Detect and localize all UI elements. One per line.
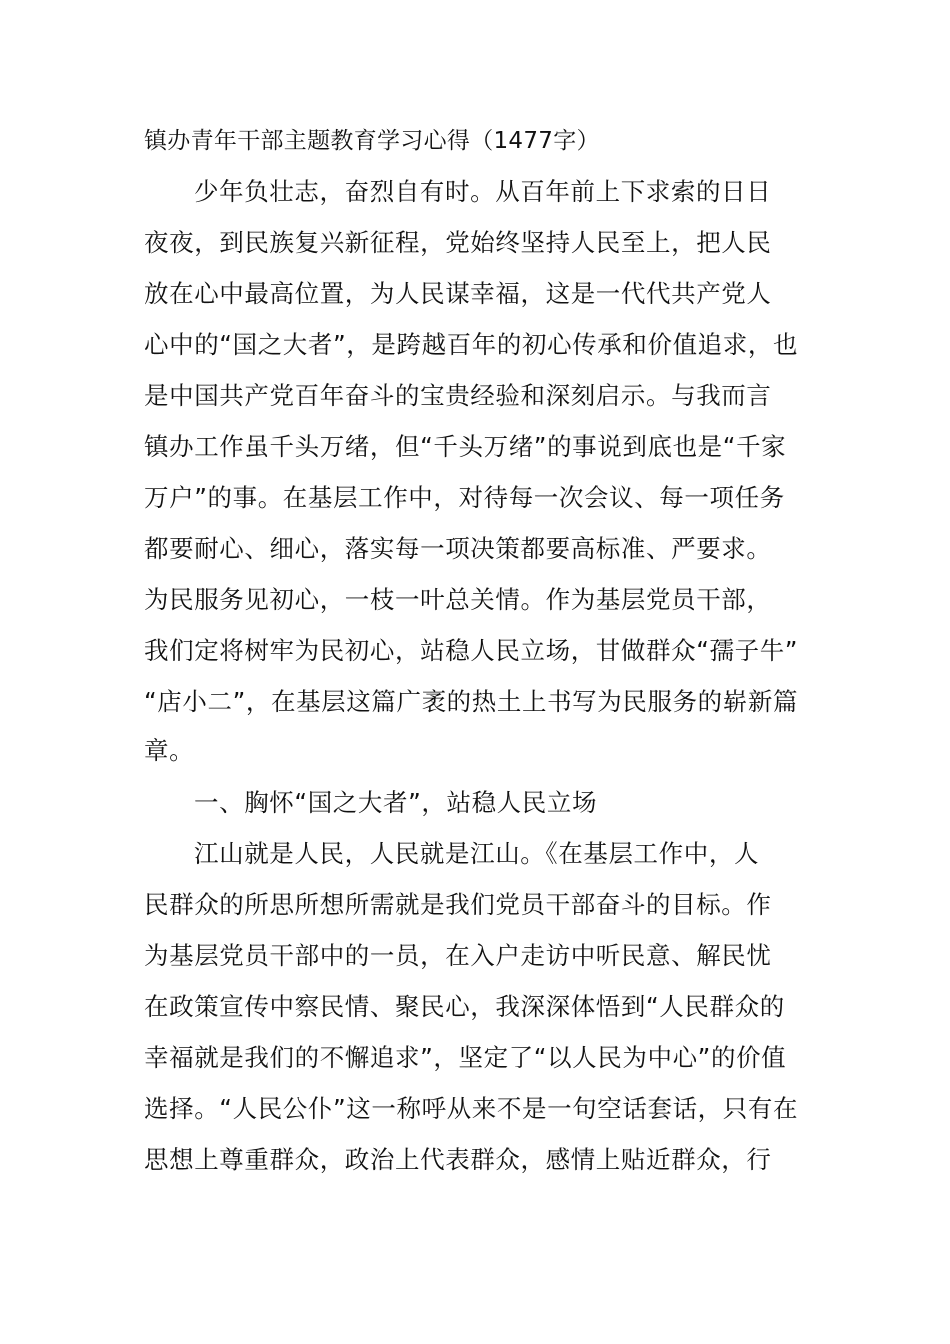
paragraph-line: 是中国共产党百年奋斗的宝贵经验和深刻启示。与我而言 bbox=[144, 381, 772, 410]
section-heading: 一、胸怀“国之大者”，站稳人民立场 bbox=[194, 788, 598, 817]
paragraph-line: 为基层党员干部中的一员，在入户走访中听民意、解民忧 bbox=[144, 941, 772, 970]
paragraph-line: 为民服务见初心，一枝一叶总关情。作为基层党员干部， bbox=[144, 585, 772, 614]
paragraph-line: 民群众的所思所想所需就是我们党员干部奋斗的目标。作 bbox=[144, 890, 772, 919]
paragraph-line: 放在心中最高位置，为人民谋幸福，这是一代代共产党人 bbox=[144, 279, 772, 308]
paragraph-line: “店小二”，在基层这篇广袤的热土上书写为民服务的崭新篇 bbox=[144, 687, 799, 716]
paragraph-line: 镇办工作虽千头万绪，但“千头万绪”的事说到底也是“千家 bbox=[144, 432, 787, 461]
paragraph-line: 少年负壮志，奋烈自有时。从百年前上下求索的日日 bbox=[194, 177, 772, 206]
paragraph-line: 我们定将树牢为民初心，站稳人民立场，甘做群众“孺子牛” bbox=[144, 636, 799, 665]
paragraph-line: 思想上尊重群众，政治上代表群众，感情上贴近群众，行 bbox=[144, 1145, 772, 1174]
paragraph-line: 在政策宣传中察民情、聚民心，我深深体悟到“人民群众的 bbox=[144, 992, 785, 1021]
paragraph-line: 都要耐心、细心，落实每一项决策都要高标准、严要求。 bbox=[144, 534, 772, 563]
paragraph-line: 夜夜，到民族复兴新征程，党始终坚持人民至上，把人民 bbox=[144, 228, 772, 257]
paragraph-line: 万户”的事。在基层工作中，对待每一次会议、每一项任务 bbox=[144, 483, 785, 512]
paragraph-line: 幸福就是我们的不懈追求”，坚定了“以人民为中心”的价值 bbox=[144, 1043, 787, 1072]
paragraph-line: 章。 bbox=[144, 736, 195, 765]
paragraph-line: 江山就是人民，人民就是江山。《在基层工作中，人 bbox=[194, 839, 760, 868]
paragraph-line: 心中的“国之大者”，是跨越百年的初心传承和价值追求，也 bbox=[144, 330, 799, 359]
paragraph-line: 选择。“人民公仆”这一称呼从来不是一句空话套话，只有在 bbox=[144, 1094, 799, 1123]
document-title: 镇办青年干部主题教育学习心得（1477字） bbox=[144, 128, 600, 154]
